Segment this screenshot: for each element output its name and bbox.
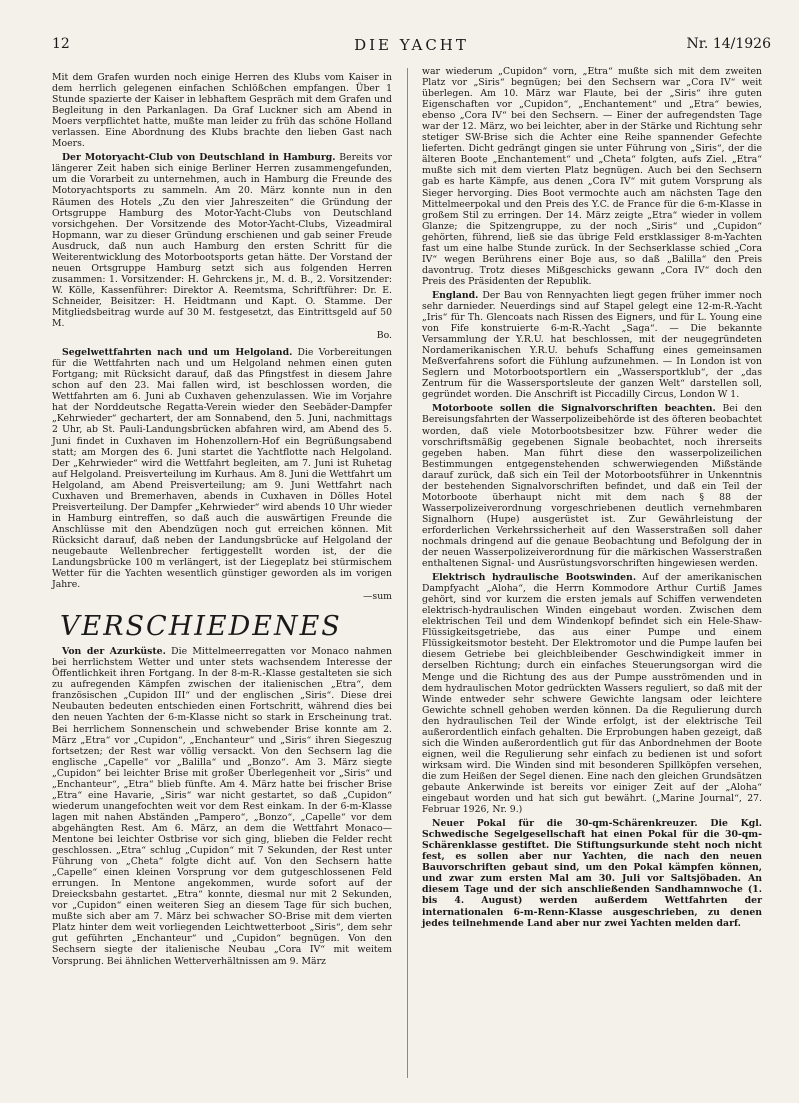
author-signature: —sum: [363, 591, 392, 603]
article-bootswinden: [422, 572, 762, 815]
article-signalvorschriften: [422, 403, 762, 569]
paragraph-azur-continued: war wiederum „Cupidon“ vorn, „Etra“ mußte sich mit dem zweiten Platz vor „Siris“ begnügen; bei den Sechsern war „Cora IV“ weit überlegen. Am 10. März war Flaute, bei der „Siris“ ihre guten Eigenschaften vor „Cupidon“, „Enchantement“ und „Etra“ bewies, ebenso „Cora IV“ bei den Sechsern. — Einer der aufregendsten Tage war der 12. März, wo bei leichter, aber in der Stärke und Richtung sehr stetiger SW-Brise sich die Achter eine Reihe spannender Gefechte lieferten. Dicht gedrängt gingen sie unter Führung von „Siris“, der die älteren Boote „Enchantement“ und „Cheta“ folgten, aufs Ziel. „Etra“ mußte sich mit dem vierten Platz begnügen. Auch bei den Sechsern gab es harte Kämpfe, aus denen „Cora IV“ mit gutem Vorsprung als Sieger hervorging. Dies Boot vermochte auch am nächsten Tage den Mittelmeerpokal und den Preis des Y.C. de France für die 6-m-Klasse in großem Stil zu erringen. Der 14. März zeigte „Etra“ wieder in vollem Glanze; die Spitzengruppe, zu der noch „Siris“ und „Cupidon“ gehörten, führend, ließ sie das übrige Feld erstklassiger 8-m-Yachten fast um eine halbe Stunde zurück. In der Sechserklasse schied „Cora IV“ wegen Berührens einer Boje aus, so daß „Balilla“ den Preis davontrug. Trotz dieses Mißgeschicks gewann „Cora IV“ doch den Preis des Präsidenten der Republik.: [422, 66, 762, 287]
journal-title: DIE YACHT: [354, 36, 469, 54]
article-title: Motorboote sollen die Signalvorschriften beachten.: [432, 403, 716, 415]
paragraph-moers: Mit dem Grafen wurden noch einige Herren des Klubs vom Kaiser in dem herrlich gelegenen einfachen Schlößchen empfangen. Über 1 Stunde spazierte der Kaiser in lebhaftem Gespräch mit dem Grafen und Begleitung in den Parkanlagen. Da Graf Luckner sich am Abend in Moers verpflichtet hatte, mußte man leider zu früh das schöne Holland verlassen. Eine Abordnung des Klubs brachte den lieben Gast nach Moers.: [52, 72, 392, 150]
section-heading: VERSCHIEDENES: [60, 611, 342, 643]
article-body: Bereits vor längerer Zeit haben sich einige Berliner Herren zusammengefunden, um die Vorarbeit zu unternehmen, auch in Hamburg die Freunde des Motoryachtsports zu sammeln. Am 20. März konnte nun in den Räumen des Hotels „Zu den vier Jahreszeiten“ die Gründung der Ortsgruppe Hamburg des Motor-Yacht-Clubs von Deutschland vorsichgehen. Der Vorsitzende des Motor-Yacht-Clubs, Vizeadmiral Hopmann, war zu dieser Gründung erschienen und gab seiner Freude Ausdruck, daß nun auch Hamburg den ersten Schritt für die Weiterentwicklung des Motorbootsports getan hätte. Der Vorstand der neuen Ortsgruppe Hamburg setzt sich aus folgenden Herren zusammen: 1. Vorsitzender: H. Gehrckens jr., M. d. B., 2. Vorsitzender: W. Kölle, Kassenführer: Direktor A. Reemtsma, Schriftführer: Dr. E. Schneider, Beisitzer: H. Heidtmann und Kapt. O. Stamme. Der Mitgliedsbeitrag wurde auf 30 M. festgesetzt, das Eintrittsgeld auf 50 M.: [52, 152, 393, 330]
article-body: Die Mittelmeerregatten vor Monaco nahmen bei herrlichstem Wetter und unter stets wachsendem Interesse der Öffentlichkeit ihren Fortgang. In der 8-m-R.-Klasse gestalteten sie sich zu aufregenden Kämpfen zwischen der italienischen „Etra“, dem französischen „Cupidon III“ und der englischen „Siris“. Diese drei Neubauten bedeuten entschieden einen Fortschritt, während dies bei den neuen Yachten der 6-m-Klasse nicht so stark in Erscheinung trat. Bei herrlichem Sonnenschein und schwebender Brise konnte am 2. März „Etra“ vor „Cupidon“, „Enchanteur“ und „Siris“ ihren Siegeszug fortsetzen; der Rest war völlig versackt. Von den Sechsern lag die englische „Capelle“ vor „Balilla“ und „Bonzo“. Am 3. März siegte „Cupidon“ bei leichter Brise mit großer Überlegenheit vor „Siris“ und „Enchanteur“, „Etra“ blieb fünfte. Am 4. März hatte bei frischer Brise „Etra“ eine Havarie, „Siris“ war nicht gestartet, so daß „Cupidon“ wiederum unangefochten weit vor dem Rest einkam. In der 6-m-Klasse lagen mit nahen Abständen „Pampero“, „Bonzo“, „Capelle“ vor dem abgehängten Rest. Am 6. März, an dem die Wettfahrt Monaco—Mentone bei leichter Ostbrise vor sich ging, blieben die Felder recht geschlossen. „Etra“ schlug „Cupidon“ mit 7 Sekunden, der Rest unter Führung von „Cheta“ folgte dicht auf. Von den Sechsern hatte „Capelle“ einen kleinen Vorsprung vor dem gutgeschlossenen Feld errungen. In Mentone angekommen, wurde sofort auf der Dreiecksbahn gestartet. „Etra“ konnte, diesmal nur mit 2 Sekunden, vor „Cupidon“ einen weiteren Sieg an diesem Tage für sich buchen, mußte sich aber am 7. März bei schwacher SO-Brise mit dem vierten Platz hinter dem weit vorliegenden Leichtwetterboot „Siris“, dem sehr gut geführten „Enchanteur“ und „Cupidon“ begnügen. Von den Sechsern siegte der italienische Neubau „Cora IV“ mit weitem Vorsprung. Bei ähnlichen Wetterverhältnissen am 9. März: [52, 646, 392, 967]
article-body: Auf der amerikanischen Dampfyacht „Aloha“, die Herrn Kommodore Arthur Curtiß James gehört, sind vor kurzem die ersten jemals auf Schiffen verwendeten elektrisch-hydraulischen Winden eingebaut worden. Zwischen dem elektrischen Teil und dem Windenkopf befindet sich ein Hele-Shaw-Flüssigkeitsgetriebe, das aus einer Pumpe und einem Flüssigkeitsmotor besteht. Der Elektromotor und die Pumpe laufen bei diesem Getriebe bei gleichbleibender Geschwindigkeit immer in derselben Richtung; durch ein einfaches Steuerungsorgan wird die Menge und die Richtung des aus der Pumpe ausströmenden und in dem hydraulischen Motor gedrückten Wassers reguliert, so daß mit der Winde entweder sehr schwere Gewichte langsam oder leichtere Gewichte schnell gehoben werden können. Da die Regulierung durch den hydraulischen Teil der Winde erfolgt, ist der elektrische Teil außerordentlich einfach gehalten. Die Erprobungen haben gezeigt, daß sich die Winden außerordentlich gut für das Anbordnehmen der Boote eignen, weil die Regulierung sehr einfach zu bedienen ist und sofort wirksam wird. Die Winden sind mit besonderen Spillköpfen versehen, die zum Heißen der Segel dienen. Eine nach den gleichen Grundsätzen gebaute Ankerwinde ist bereits vor einiger Zeit auf der „Aloha“ eingebaut worden und hat sich gut bewährt. („Marine Journal“, 27. Februar 1926, Nr. 9.): [422, 572, 762, 816]
column-rule: [407, 68, 408, 1078]
article-body: Die Kgl. Schwedische Segelgesellschaft hat einen Pokal für die 30-qm-Schärenklasse gestiftet. Die Stiftungsurkunde steht noch nicht fest, es sollen aber nur Yachten, die nach den neuen Bauvorschriften gebaut sind, um den Pokal kämpfen können, und zwar zum ersten Mal am 30. Juli vor Saltsjöbaden. An diesem Tage und der sich anschließenden Sandhamnwoche (1. bis 4. August) werden außerdem Wettfahrten der internationalen 6-m-Renn-Klasse ausgeschrieben, zu denen jedes teilnehmende Land aber nur zwei Yachten melden darf.: [422, 818, 762, 929]
article-title: England.: [432, 289, 479, 301]
article-england: [422, 290, 762, 400]
article-title: Der Motoryacht-Club von Deutschland in Hamburg.: [62, 152, 336, 164]
article-body: Die Vorbereitungen für die Wettfahrten nach und um Helgoland nehmen einen guten Fortgang; mit Rücksicht darauf, daß das Pfingstfest in diesem Jahre schon auf den 23. Mai fallen wird, ist beschlossen worden, die Wettfahrten am 6. Juni ab Cuxhaven gehenzulassen. Wie im Vorjahre hat der Norddeutsche Regatta-Verein wieder den Seebäder-Dampfer „Kehrwieder“ gechartert, der am Sonnabend, den 5. Juni, nachmittags 2 Uhr, ab St. Pauli-Landungsbrücken abfahren wird, am Abend des 5. Juni findet in Cuxhaven im Hohenzollern-Hof ein Begrüßungsabend statt; am Morgen des 6. Juni startet die Yachtflotte nach Helgoland. Der „Kehrwieder“ wird die Wettfahrt begleiten, am 7. Juni ist Ruhetag auf Helgoland. Preisverteilung im Kurhaus. Am 8. Juni die Wettfahrt um Helgoland, am Abend Preisverteilung; am 9. Juni Wettfahrt nach Cuxhaven und Bremerhaven, abends in Cuxhaven in Dölles Hotel Preisverteilung. Der Dampfer „Kehrwieder“ wird abends 10 Uhr wieder in Hamburg eintreffen, so daß auch die auswärtigen Freunde die Anschlüsse mit den Abendzügen noch gut erreichen können. Mit Rücksicht darauf, daß neben der Landungsbrücke auf Helgoland der neugebaute Wellenbrecher fertiggestellt worden ist, der die Landungsbrücke 100 m verlängert, ist der Liegeplatz bei stürmischem Wetter für die Yachten wesentlich günstiger geworden als im vorigen Jahre.: [52, 347, 393, 591]
article-body: Der Bau von Rennyachten liegt gegen früher immer noch sehr darnieder. Neuerdings sind auf Stapel gelegt eine 12-m-R.-Yacht „Iris“ für Th. Glencoats nach Rissen des Eigners, und für L. Young eine von Fife konstruierte 6-m-R.-Yacht „Saga“. — Die bekannte Versammlung der Y.R.U. hat beschlossen, mit der neugegründeten Nordamerikanischen Y.R.U. behufs Schaffung eines gemeinsamen Meßverfahrens sofort die Fühlung aufzunehmen. — In London ist von Seglern und Motorbootsportlern ein „Wassersportklub“, der „das Zentrum für die Wassersportsleute der ganzen Welt“ darstellen soll, gegründet worden. Die Anschrift ist Piccadilly Circus, London W 1.: [422, 289, 762, 401]
article-helgoland: [52, 347, 392, 590]
issue-number: Nr. 14/1926: [686, 36, 771, 52]
article-title: Neuer Pokal für die 30-qm-Schärenkreuzer.: [432, 818, 698, 830]
left-column: [52, 72, 392, 970]
article-title: Segelwettfahrten nach und um Helgoland.: [62, 347, 293, 359]
right-column: [422, 66, 762, 932]
running-head: [52, 36, 771, 58]
article-title: Elektrisch hydraulische Bootswinden.: [432, 572, 637, 584]
article-pokal: [422, 818, 762, 928]
page-number: 12: [52, 36, 70, 52]
article-azurkueste: [52, 646, 392, 966]
article-motoryacht-club: [52, 152, 392, 329]
article-body: Bei den Bereisungsfahrten der Wasserpolizeibehörde ist des öfteren beobachtet worden, daß viele Motorbootsbesitzer bzw. Führer weder die vorschriftsmäßig gegebenen Signale beobachtet, noch ihrerseits gegeben haben. Man führt diese den wasserpolizeilichen Bestimmungen entgegenstehenden schwerwiegenden Mißstände darauf zurück, daß sich ein Teil der Motorbootsführer in Unkenntnis der bestehenden Signalvorschriften befindet, und daß ein Teil der Motorboote überhaupt nicht mit dem nach § 88 der Wasserpolizeiverordnung vorgeschriebenen deutlich vernehmbaren Signalhorn (Hupe) ausgerüstet ist. Zur Gewährleistung der erforderlichen Verkehrssicherheit auf den Wasserstraßen soll daher nochmals dringend auf die genaue Beobachtung und Befolgung der in der neuen Wasserpolizeiverordnung für die märkischen Wasserstraßen enthaltenen Signal- und Ausrüstungsvorschriften hingewiesen werden.: [422, 403, 762, 570]
article-title: Von der Azurküste.: [62, 646, 166, 658]
author-signature: Bo.: [376, 330, 392, 342]
